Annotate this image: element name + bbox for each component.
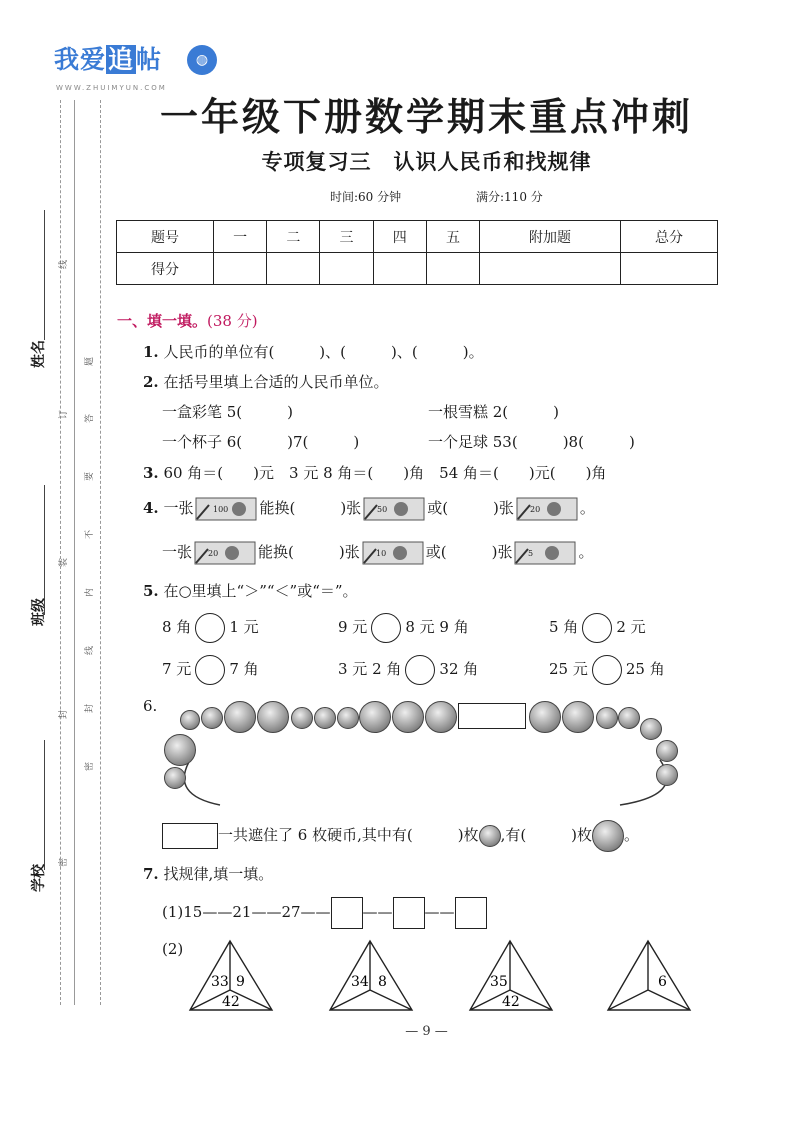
table-cell: 总分 [620,221,717,253]
triangle-number: 42 [502,994,520,1010]
compare-item: 5 角 2 元 [549,613,646,643]
compare-item: 3 元 2 角 32 角 [338,655,478,685]
score-input-cell[interactable] [373,253,426,285]
binding-dashed-line [60,100,61,1005]
triangle-number: 35 [490,974,508,990]
table-cell: 一 [214,221,267,253]
question-4-line-1: 4. 一张 100 能换( )张 50 或( )张 20 。 [143,497,595,521]
name-label: 姓名 [31,340,47,368]
coin-icon [618,707,640,729]
sequence-answer-box[interactable] [455,897,487,929]
margin-char: 题 [85,356,96,367]
compare-circle[interactable] [195,655,225,685]
sequence-row: (1)15——21——27—— —— —— [162,897,487,929]
table-cell: 题号 [117,221,214,253]
coin-icon [257,701,289,733]
name-line [44,210,45,340]
full-score: 满分:110 分 [476,190,543,204]
table-cell: 三 [320,221,373,253]
school-label: 学校 [31,864,47,892]
question-3: 3. 60 角＝( )元 3 元 8 角＝( )角 54 角＝( )元( )角 [143,464,607,482]
score-input-cell[interactable] [426,253,479,285]
triangle-puzzle [330,941,412,1010]
svg-text:10: 10 [375,549,386,558]
binding-line [74,100,75,1005]
triangle-number: 34 [351,974,369,990]
table-cell: 四 [373,221,426,253]
margin-char: 不 [85,529,96,540]
banknote-icon [194,541,256,565]
compare-circle[interactable] [195,613,225,643]
question-2: 2. 在括号里填上合适的人民币单位。 [143,373,389,391]
coin-icon [224,701,256,733]
margin-char: 线 [85,645,96,656]
table-row [117,253,718,285]
compare-circle[interactable] [582,613,612,643]
svg-text:5: 5 [528,549,534,558]
class-line [44,485,45,615]
coin-icon [562,701,594,733]
question-2a: 一盒彩笔 5( ) [162,403,294,421]
triangle-number: 6 [658,974,667,990]
hidden-coins-box [162,823,218,849]
logo-icon: ◍ [187,45,217,75]
question-2b: 一根雪糕 2( ) [428,403,560,421]
page-subtitle: 专项复习三 认识人民币和找规律 [261,150,592,174]
triangle-puzzle [190,941,272,1010]
margin-char: 订 [59,409,70,420]
class-label: 班级 [31,598,47,626]
question-6-number: 6. [143,697,158,715]
coin-icon [392,701,424,733]
score-input-cell[interactable] [214,253,267,285]
triangle-number: 33 [211,974,229,990]
score-input-cell[interactable] [480,253,621,285]
triangle-puzzle [470,941,552,1010]
margin-char: 密 [85,761,96,772]
question-2d: 一个足球 53( )8( ) [428,433,635,451]
compare-item: 9 元 8 元 9 角 [338,613,469,643]
compare-circle[interactable] [592,655,622,685]
score-input-cell[interactable] [267,253,320,285]
triangle-number: 9 [236,974,245,990]
compare-item: 7 元 7 角 [162,655,259,685]
large-coin-icon [592,820,624,852]
part-2-label: (2) [162,940,184,958]
score-table [116,220,718,285]
table-cell: 得分 [117,253,214,285]
banknote-icon [514,541,576,565]
banknote-icon [195,497,257,521]
margin-char: 要 [85,471,96,482]
triangle-number: 8 [378,974,387,990]
time-limit: 时间:60 分钟 [330,190,402,204]
page-number: — 9 — [405,1024,448,1039]
question-6-answer-line: 一共遮住了 6 枚硬币,其中有( )枚 ,有( )枚 。 [162,820,639,852]
school-line [44,740,45,870]
question-7: 7. 找规律,填一填。 [143,865,274,883]
score-input-cell[interactable] [620,253,717,285]
coin-icon [656,764,678,786]
margin-char: 封 [85,703,96,714]
logo-url: WWW.ZHUIMYUN.COM [56,84,167,92]
triangle-puzzle [608,941,690,1010]
coin-icon [529,701,561,733]
coin-icon [164,734,196,766]
compare-circle[interactable] [405,655,435,685]
triangle-number: 42 [222,994,240,1010]
coin-icon [180,710,200,730]
coin-icon [291,707,313,729]
margin-char: 装 [59,557,70,568]
question-2c: 一个杯子 6( )7( ) [162,433,360,451]
svg-text:20: 20 [529,505,541,514]
compare-circle[interactable] [371,613,401,643]
small-coin-icon [479,825,501,847]
section-heading: 一、填一填。(38 分) [117,312,258,330]
question-4-line-2: 一张 20 能换( )张 10 或( )张 5 。 [162,541,593,565]
table-cell: 二 [267,221,320,253]
question-5: 5. 在○里填上“＞”“＜”或“＝”。 [143,582,358,600]
compare-item: 8 角 1 元 [162,613,259,643]
coin-icon [596,707,618,729]
table-cell: 附加题 [480,221,621,253]
sequence-answer-box[interactable] [393,897,425,929]
binding-dashed-line [100,100,101,1005]
coin-icon [337,707,359,729]
compare-item: 25 元 25 角 [549,655,665,685]
table-cell: 五 [426,221,479,253]
triangle-puzzles [180,938,710,1013]
margin-char: 内 [85,587,96,598]
svg-text:100: 100 [213,505,229,514]
banknote-icon [362,541,424,565]
margin-char: 答 [85,413,96,424]
svg-text:50: 50 [377,505,388,514]
question-1: 1. 人民币的单位有( )、( )、( )。 [143,343,484,361]
margin-char: 封 [59,709,70,720]
coin-icon [425,701,457,733]
margin-char: 密 [59,857,70,868]
score-input-cell[interactable] [320,253,373,285]
coin-icon [640,718,662,740]
coin-icon [201,707,223,729]
sequence-answer-box[interactable] [331,897,363,929]
coin-icon [656,740,678,762]
margin-char: 线 [59,259,70,270]
svg-text:20: 20 [208,549,219,558]
table-row [117,221,718,253]
hidden-coins-box [458,703,526,729]
logo-text: 我爱追帖 [54,45,163,74]
page-title: 一年级下册数学期末重点冲刺 [159,95,693,139]
coin-icon [359,701,391,733]
banknote-icon [363,497,425,521]
banknote-icon [516,497,578,521]
coin-icon [314,707,336,729]
coin-icon [164,767,186,789]
